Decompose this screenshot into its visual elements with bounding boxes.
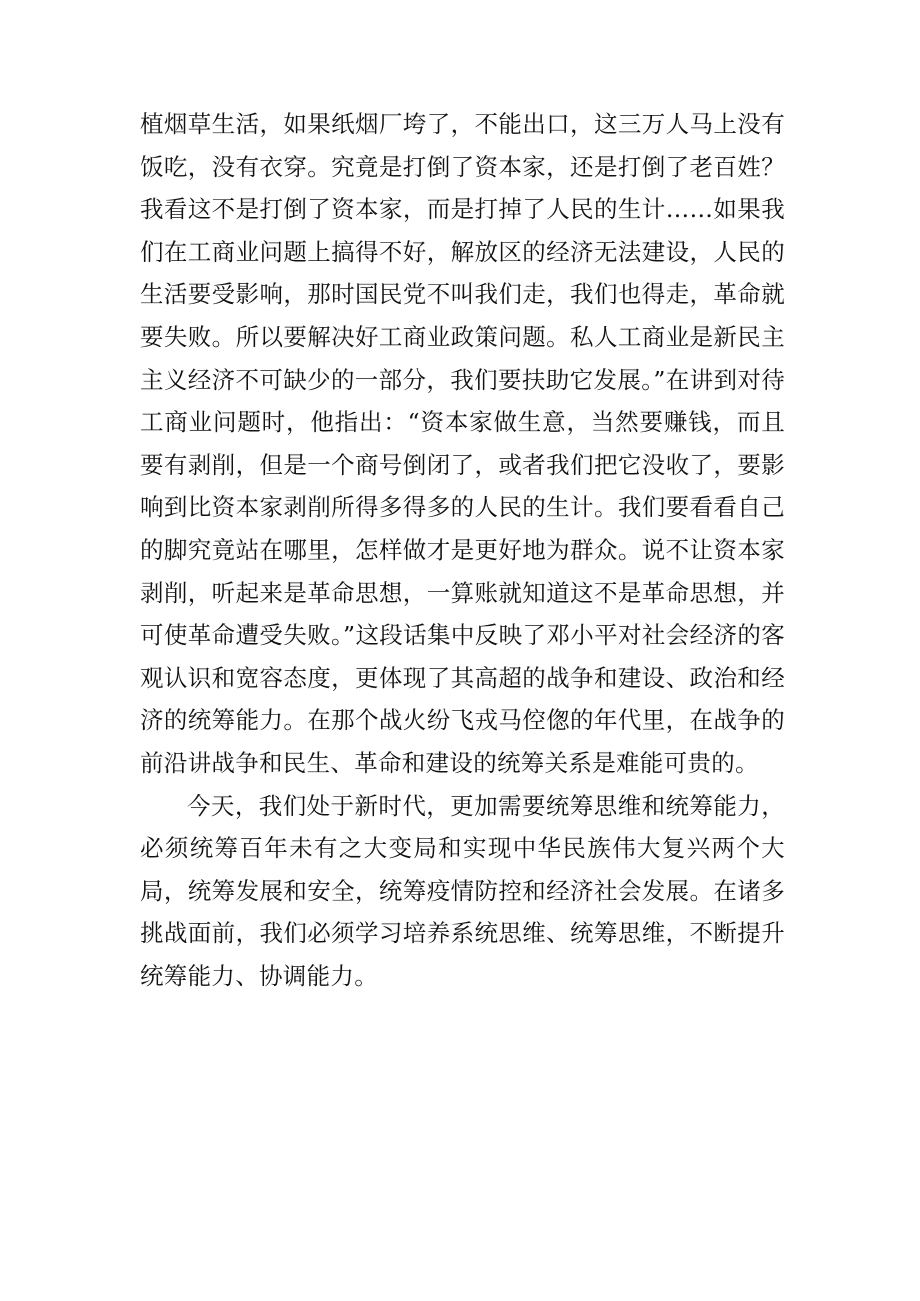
paragraph-continuation: 植烟草生活，如果纸烟厂垮了，不能出口，这三万人马上没有饭吃，没有衣穿。究竟是打倒了资本家，还是打倒了老百姓？我看这不是打倒了资本家，而是打掉了人民的生计……如果我们在工商业问题上搞得不好，解放区的经济无法建设，人民的生活要受影响，那时国民党不叫我们走，我们也得走，革命就要失败。所以要解决好工商业政策问题。私人工商业是新民主主义经济不可缺少的一部分，我们要扶助它发展。”在讲到对待工商业问题时，他指出：“资本家做生意，当然要赚钱，而且要有剥削，但是一个商号倒闭了，或者我们把它没收了，要影响到比资本家剥削所得多得多的人民的生计。我们要看看自己的脚究竟站在哪里，怎样做才是更好地为群众。说不让资本家剥削，听起来是革命思想，一算账就知道这不是革命思想，并可使革命遭受失败。”这段话集中反映了邓小平对社会经济的客观认识和宽容态度，更体现了其高超的战争和建设、政治和经济的统筹能力。在那个战火纷飞戎马倥偬的年代里，在战争的前沿讲战争和民生、革命和建设的统筹关系是难能可贵的。 <box>140 110 785 777</box>
paragraph-new-era: 今天，我们处于新时代，更加需要统筹思维和统筹能力，必须统筹百年未有之大变局和实现中华民族伟大复兴两个大局，统筹发展和安全，统筹疫情防控和经济社会发展。在诸多挑战面前，我们必须学习培养系统思维、统筹思维，不断提升统筹能力、协调能力。 <box>140 791 785 990</box>
document-body <box>140 103 785 997</box>
